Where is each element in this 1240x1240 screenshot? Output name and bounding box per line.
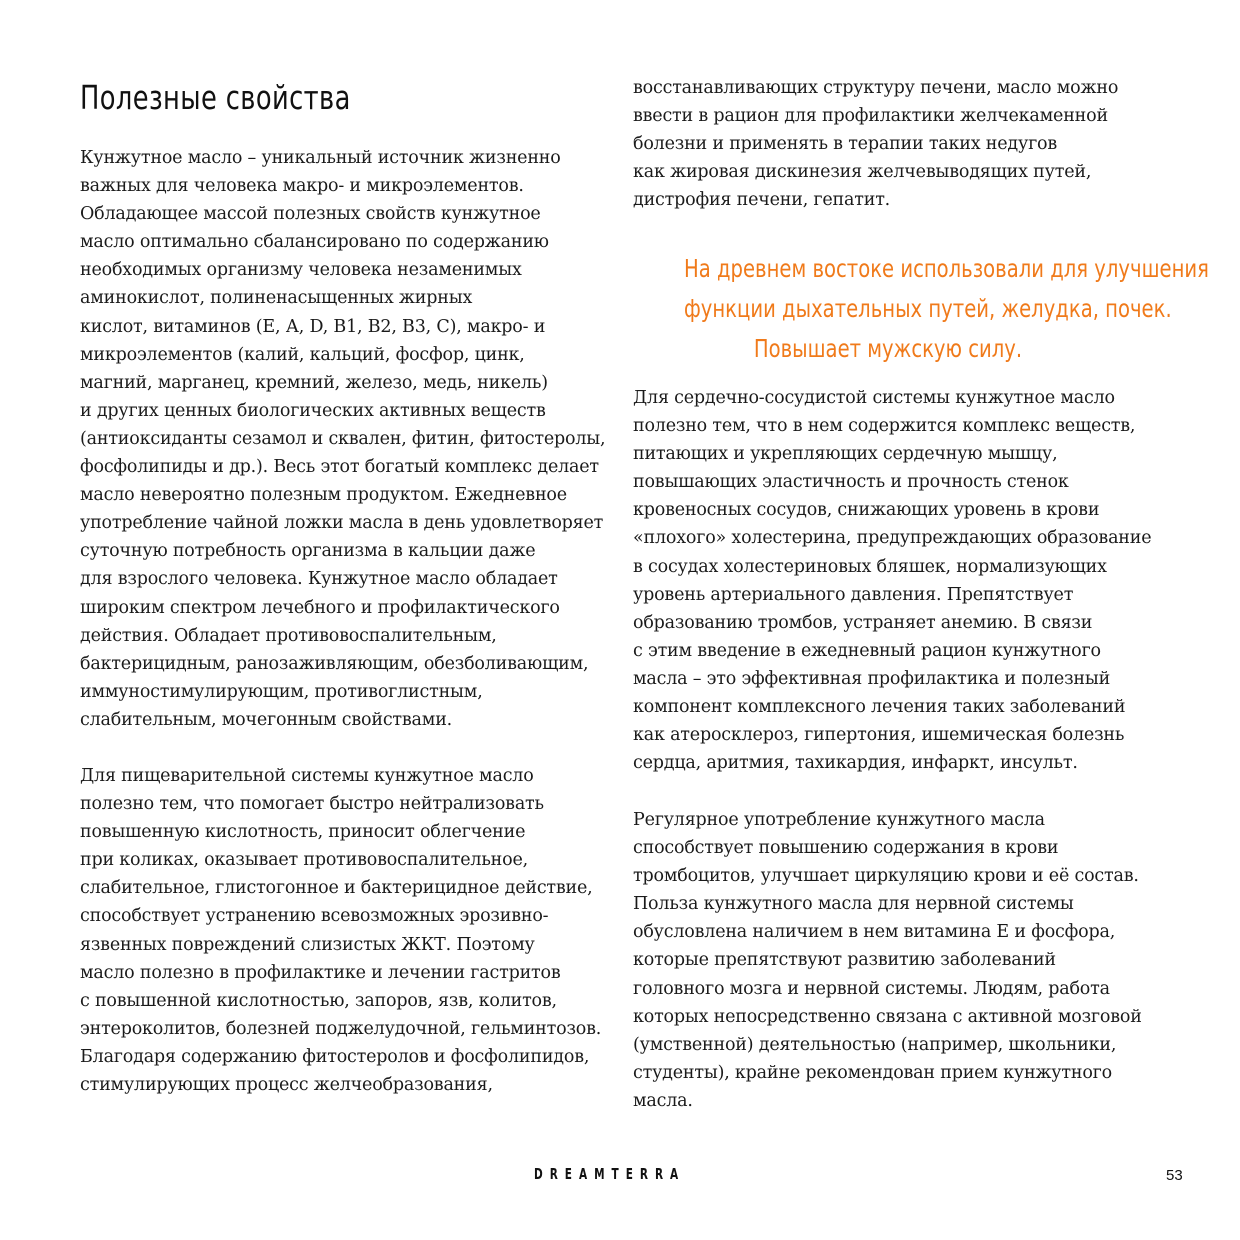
text-line: полезно тем, что в нем содержится комплекс веществ, xyxy=(633,416,1136,437)
text-line: дистрофия печени, гепатит. xyxy=(633,190,891,211)
text-line: Обладающее массой полезных свойств кунжутное xyxy=(80,204,541,225)
text-line: микроэлементов (калий, кальций, фосфор, цинк, xyxy=(80,344,525,365)
text-line: иммуностимулирующим, противоглистным, xyxy=(80,681,483,702)
text-line: масла. xyxy=(633,1090,693,1111)
text-line: повышающих эластичность и прочность стенок xyxy=(633,472,1069,493)
text-line: как атеросклероз, гипертония, ишемическая болезнь xyxy=(633,725,1125,746)
paragraph-intro xyxy=(80,144,605,734)
text-line: студенты), крайне рекомендован прием кунжутного xyxy=(633,1062,1112,1083)
text-line: способствует повышению содержания в крови xyxy=(633,838,1059,859)
text-line: необходимых организму человека незаменимых xyxy=(80,260,522,281)
text-line: Кунжутное масло – уникальный источник жизненно xyxy=(80,148,561,168)
text-line: суточную потребность организма в кальции даже xyxy=(80,541,536,562)
text-line: стимулирующих процесс желчеобразования, xyxy=(80,1075,493,1096)
text-line: бактерицидным, ранозаживляющим, обезболивающим, xyxy=(80,653,589,674)
highlight-quote xyxy=(633,249,1209,369)
text-line: способствует устранению всевозможных эрозивно- xyxy=(80,906,549,927)
paragraph-blood-nervous xyxy=(633,806,1142,1115)
text-line: компонент комплексного лечения таких заболеваний xyxy=(633,697,1126,718)
text-line: важных для человека макро- и микроэлементов. xyxy=(80,176,524,197)
text-line: уровень артериального давления. Препятствует xyxy=(633,584,1074,605)
text-line: фосфолипиды и др.). Весь этот богатый комплекс делает xyxy=(80,457,599,478)
text-line: которых непосредственно связана с активной мозговой xyxy=(633,1006,1142,1027)
text-line: Польза кунжутного масла для нервной системы xyxy=(633,894,1074,915)
text-line: Регулярное употребление кунжутного масла xyxy=(633,810,1045,830)
text-line: широким спектром лечебного и профилактического xyxy=(80,597,560,618)
text-line: масло полезно в профилактике и лечении гастритов xyxy=(80,962,561,983)
text-line: восстанавливающих структуру печени, масло можно xyxy=(633,78,1119,98)
text-line: магний, марганец, кремний, железо, медь, никель) xyxy=(80,372,548,393)
text-line: ввести в рацион для профилактики желчекаменной xyxy=(633,106,1108,127)
text-line: в сосудах холестериновых бляшек, нормализующих xyxy=(633,556,1107,577)
text-line: масло оптимально сбалансировано по содержанию xyxy=(80,232,549,253)
text-line: (антиоксиданты сезамол и сквален, фитин, фитостеролы, xyxy=(80,428,606,449)
text-line: функции дыхательных путей, желудка, почек. xyxy=(684,294,1172,323)
text-line: кровеносных сосудов, снижающих уровень в крови xyxy=(633,500,1100,521)
text-line: Благодаря содержанию фитостеролов и фосфолипидов, xyxy=(80,1046,590,1067)
text-line: действия. Обладает противовоспалительным, xyxy=(80,625,497,646)
text-line: при коликах, оказывает противовоспалительное, xyxy=(80,850,528,871)
paragraph-liver-continuation xyxy=(633,74,1118,214)
text-line: Повышает мужскую силу. xyxy=(753,334,1023,363)
text-line: с этим введение в ежедневный рацион кунжутного xyxy=(633,640,1101,661)
text-line: тромбоцитов, улучшает циркуляцию крови и её состав. xyxy=(633,866,1139,887)
text-line: Для пищеварительной системы кунжутное масло xyxy=(80,766,534,786)
text-line: образованию тромбов, устраняет анемию. В связи xyxy=(633,612,1093,633)
text-line: повышенную кислотность, приносит облегчение xyxy=(80,822,526,843)
text-line: для взрослого человека. Кунжутное масло обладает xyxy=(80,569,558,590)
text-line: употребление чайной ложки масла в день удовлетворяет xyxy=(80,513,604,534)
text-line: язвенных повреждений слизистых ЖКТ. Поэтому xyxy=(80,934,535,955)
text-line: На древнем востоке использовали для улучшения xyxy=(684,254,1209,283)
text-line: слабительным, мочегонным свойствами. xyxy=(80,709,453,730)
text-line: «плохого» холестерина, предупреждающих образование xyxy=(633,528,1152,549)
text-line: (умственной) деятельностью (например, школьники, xyxy=(633,1034,1117,1055)
text-line: с повышенной кислотностью, запоров, язв, колитов, xyxy=(80,990,557,1011)
page-title: Полезные свойства xyxy=(80,78,351,117)
text-line: сердца, аритмия, тахикардия, инфаркт, инсульт. xyxy=(633,753,1078,774)
text-line: слабительное, глистогонное и бактерицидное действие, xyxy=(80,878,593,899)
text-line: масло невероятно полезным продуктом. Ежедневное xyxy=(80,485,567,506)
text-line: головного мозга и нервной системы. Людям, работа xyxy=(633,978,1110,999)
paragraph-digestive xyxy=(80,762,601,1099)
text-line: питающих и укрепляющих сердечную мышцу, xyxy=(633,444,1058,465)
text-line: как жировая дискинезия желчевыводящих путей, xyxy=(633,162,1092,183)
page-number: 53 xyxy=(1166,1167,1183,1184)
text-line: кислот, витаминов (Е, А, D, В1, В2, В3, С), макро- и xyxy=(80,316,546,337)
brand-logo: DREAMTERRA xyxy=(534,1165,686,1183)
text-line: энтероколитов, болезней поджелудочной, гельминтозов. xyxy=(80,1018,602,1039)
text-line: и других ценных биологических активных веществ xyxy=(80,400,546,421)
text-line: обусловлена наличием в нем витамина Е и фосфора, xyxy=(633,922,1116,943)
text-line: аминокислот, полиненасыщенных жирных xyxy=(80,288,473,309)
text-line: масла – это эффективная профилактика и полезный xyxy=(633,668,1111,689)
text-line: полезно тем, что помогает быстро нейтрализовать xyxy=(80,794,544,815)
paragraph-cardiovascular xyxy=(633,384,1151,777)
text-line: болезни и применять в терапии таких недугов xyxy=(633,134,1058,155)
text-line: Для сердечно-сосудистой системы кунжутное масло xyxy=(633,388,1115,408)
text-line: которые препятствуют развитию заболеваний xyxy=(633,950,1056,971)
